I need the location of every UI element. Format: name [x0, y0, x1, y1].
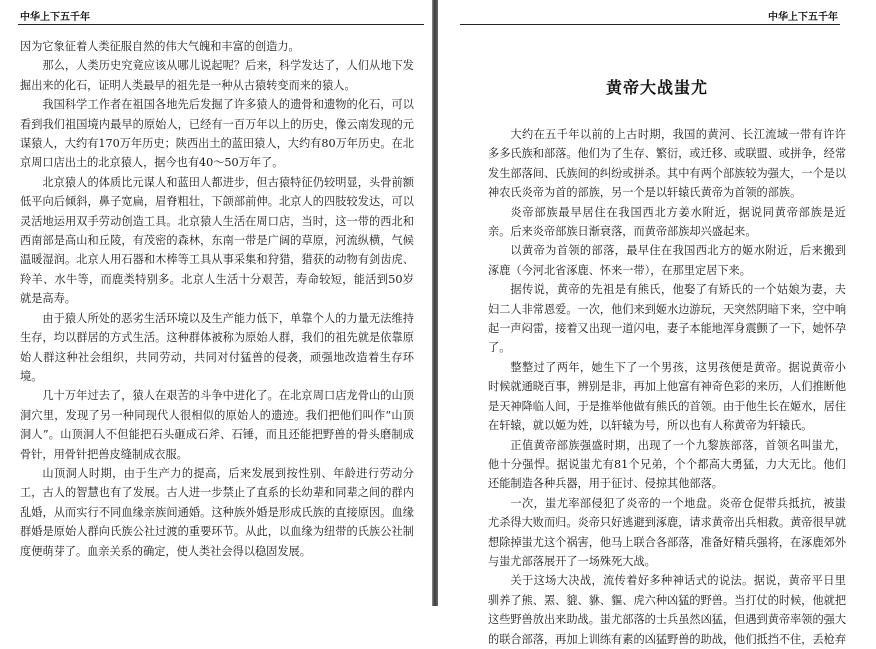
header-rule	[18, 24, 424, 25]
paragraph: 因为它象征着人类征服自然的伟大气魄和丰富的创造力。	[20, 40, 300, 53]
paragraph: 炎帝部族最早居住在我国西北方姜水附近，据说同黄帝部族是近亲。后来炎帝部族日渐衰落，而黄帝部族却兴盛起来。	[488, 205, 846, 239]
chapter-title: 黄帝大战蚩尤	[605, 78, 708, 97]
right-page	[438, 0, 876, 646]
paragraph: 大约在五千年以前的上古时期，我国的黄河、长江流域一带有许许多多氏族和部落。他们为了生存、繁衍，或迁移、或联盟、或拼争，经常发生部落间、氏族间的纠纷或拼杀。其中有两个部族较为强大，一个是以神农氏炎帝为首的部族，另一个是以轩辕氏黄帝为首领的部族。	[488, 128, 847, 200]
left-page	[0, 0, 432, 606]
header-rule	[460, 24, 840, 25]
paragraph: 北京猿人的体质比元谋人和蓝田人都进步，但古猿特征仍较明显，头骨前额低平向后倾斜，鼻子宽扁，眉脊粗壮，下颌部前伸。北京人的四肢较发达，可以灵活地运用双手劳动创造工具。北京猿人生活在周口店，当时，这一带的西北和西南部是高山和丘陵，有茂密的森林，东南一带是广阔的草原，河流纵横，气候温暖湿润。北京人用石器和木棒等工具从事采集和狩猎，猎获的动物有剑齿虎、羚羊、水牛等，而鹿类特别多。北京人生活十分艰苦，寿命较短，能活到50岁就是高寿。	[20, 175, 414, 306]
paragraph: 山顶洞人时期，由于生产力的提高，后来发展到按性别、年龄进行劳动分工，古人的智慧也有了发展。古人进一步禁止了直系的长幼辈和同辈之间的群内乱婚，从而实行不同血缘亲族间通婚。这种族外婚是形成氏族的直接原因。血缘群婚是原始人群向氏族公社过渡的重要环节。从此，以血缘为纽带的氏族公社制度便萌芽了。血亲关系的确定，使人类社会得以稳固发展。	[20, 466, 414, 558]
paragraph: 正值黄帝部族强盛时期，出现了一个九黎族部落，首领名叫蚩尤，他十分强悍。据说蚩尤有81个兄弟，个个都高大勇猛，力大无比。他们还能制造各种兵器，用于征讨、侵掠其他部落。	[488, 438, 846, 491]
paragraph: 据传说，黄帝的先祖是有熊氏，他娶了有矫氏的一个姑娘为妻，夫妇二人非常恩爱。一次，他们来到姬水边游玩，天突然阴暗下来，空中响起一声闷雷，接着又出现一道闪电，妻子本能地浑身震颤了一下，她怀孕了。	[488, 283, 847, 355]
paragraph: 几十万年过去了，猿人在艰苦的斗争中进化了。在北京周口店龙骨山的山顶洞穴里，发现了另一种同现代人很相似的原始人的遗迹。我们把他们叫作“山顶洞人”。山顶洞人不但能把石头砸成石斧、石锤，而且还能把野兽的骨头磨制成骨针，用骨针把兽皮缝制成衣服。	[20, 389, 414, 461]
paragraph: 整整过了两年，她生下了一个男孩，这男孩便是黄帝。据说黄帝小时候就通晓百事，辨别是非，再加上他富有神奇色彩的来历，人们推断他是天神降临人间，于是推举他做有熊氏的首领。由于他生长在姬水，居住在轩辕，就以姬为姓，以轩辕为号，所以也有人称黄帝为轩辕氏。	[488, 360, 847, 433]
left-page-body	[20, 37, 414, 561]
paragraph: 一次，蚩尤率部侵犯了炎帝的一个地盘。炎帝仓促带兵抵抗，被蚩尤杀得大败而归。炎帝只好逃避到涿鹿，请求黄帝出兵相救。黄帝很早就想除掉蚩尤这个祸害，他马上联合各部落，准备好精兵强将，在涿鹿郊外与蚩尤部落展开了一场殊死大战。	[488, 496, 847, 568]
book-title-header: 中华上下五千年	[20, 12, 90, 23]
book-title-header: 中华上下五千年	[768, 12, 838, 23]
paragraph: 我国科学工作者在祖国各地先后发掘了许多猿人的遗骨和遗物的化石，可以看到我们祖国境内最早的原始人，已经有一百万年以上的历史，像云南发现的元谋猿人，大约有170万年历史；陕西出土的蓝田猿人，大约有80万年历史。在北京周口店出土的北京猿人，据今也有40～50万年了。	[20, 98, 414, 170]
paragraph: 关于这场大决战，流传着好多种神话式的说法。据说，黄帝平日里驯养了熊、罴、貔、貅、貙、虎六种凶猛的野兽。当打仗的时候，他就把这些野兽放出来助战。蚩尤部落的士兵虽然凶猛，但遇到黄帝率领的强大的联合部落，再加上训练有素的凶猛野兽的助战，他们抵挡不住，丢枪弃	[488, 574, 847, 646]
right-page-body	[488, 125, 846, 649]
paragraph: 以黄帝为首领的部落，最早住在我国西北方的姬水附近，后来搬到涿鹿（今河北省涿鹿、怀来一带），在那里定居下来。	[488, 244, 846, 277]
paragraph: 由于猿人所处的恶劣生活环境以及生产能力低下，单靠个人的力量无法维持生存，均以群居的方式生活。这种群体被称为原始人群，我们的祖先就是依靠原始人群这种社会组织，共同劳动，共同对付猛兽的侵袭，顽强地改造着生存环境。	[20, 311, 414, 383]
paragraph: 那么，人类历史究竟应该从哪儿说起呢？后来，科学发达了，人们从地下发掘出来的化石，证明人类最早的祖先是一种从古猿转变而来的猿人。	[20, 59, 414, 92]
